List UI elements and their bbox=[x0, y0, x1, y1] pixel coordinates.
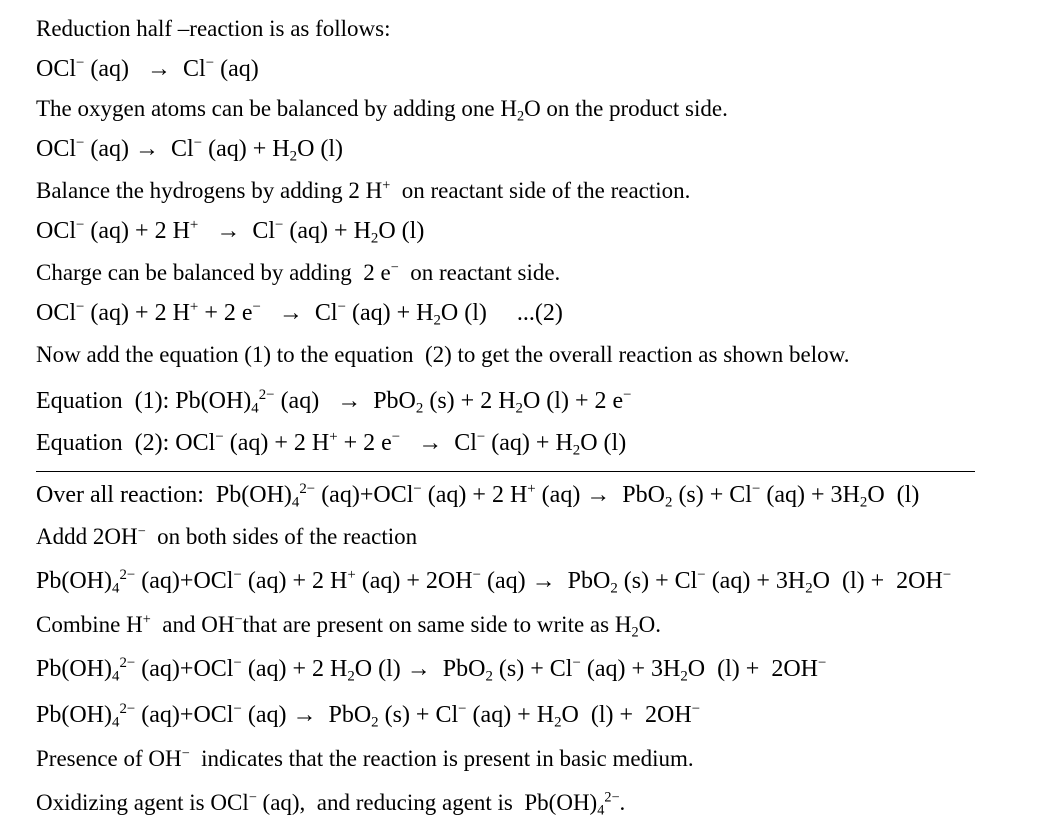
line-10: Equation (1): $Pb(OH)_4^{2-}$ (aq) → PbO$_2$ (s) + 2 $H_2O$ (l) + 2 e− bbox=[36, 387, 632, 417]
line-7: Charge can be balanced by adding 2 e− on reactant side. bbox=[36, 259, 561, 285]
line-8: OCl− (aq) + 2 H+ + 2 e− → Cl− $(aq) + H_2O$ (l) ...(2) bbox=[36, 299, 563, 329]
line-16: $Pb(OH)_4^{2-}$ (aq)+OCl− (aq) + 2 $H_2O$ (l) → PbO$_2$ (s) + Cl− $(aq) + 3H_2O$ (l) + 2OH− bbox=[36, 655, 827, 685]
line-3: The oxygen atoms can be balanced by adding one $H_2O$ on the product side. bbox=[36, 96, 728, 125]
line-1: Reduction half –reaction is as follows: bbox=[36, 16, 391, 41]
line-19: Oxidizing agent is OCl− (aq), and reducing agent is $Pb(OH)_4^{2-}$. bbox=[36, 789, 626, 819]
line-15: Combine H+ and OH−that are present on same side to write as $H_2O$. bbox=[36, 611, 661, 641]
line-14: $Pb(OH)_4^{2-}$ (aq)+OCl− (aq) + 2 H+ (aq) + 2OH− (aq) → PbO$_2$ (s) + Cl− $(aq) + 3H_2O$ (l) + 2OH− bbox=[36, 567, 952, 597]
line-17: $Pb(OH)_4^{2-}$ (aq)+OCl− (aq) → PbO$_2$ (s) + Cl− $(aq) + H_2O$ (l) + 2OH− bbox=[36, 701, 701, 731]
line-18: Presence of OH− indicates that the reaction is present in basic medium. bbox=[36, 745, 694, 771]
line-9: Now add the equation (1) to the equation (2) to get the overall reaction as shown below. bbox=[36, 342, 850, 367]
line-13: Addd 2OH− on both sides of the reaction bbox=[36, 523, 418, 549]
line-5: Balance the hydrogens by adding 2 H+ on reactant side of the reaction. bbox=[36, 177, 691, 203]
line-12: Over all reaction: $Pb(OH)_4^{2-}$ (aq)+OCl− (aq) + 2 H+ (aq) → PbO$_2$ (s) + Cl− $(aq) + 3H_2O$ (l) bbox=[36, 481, 920, 511]
divider-line bbox=[36, 471, 975, 472]
line-11: Equation (2): OCl− (aq) + 2 H+ + 2 e− → Cl− $(aq) + H_2O$ (l) bbox=[36, 429, 627, 459]
line-4: OCl− (aq) → Cl− $(aq) + H_2O$ (l) bbox=[36, 135, 344, 165]
line-2: OCl− (aq) → Cl− (aq) bbox=[36, 55, 259, 82]
line-6: OCl− (aq) + 2 H+ → Cl− $(aq) + H_2O$ (l) bbox=[36, 217, 425, 247]
